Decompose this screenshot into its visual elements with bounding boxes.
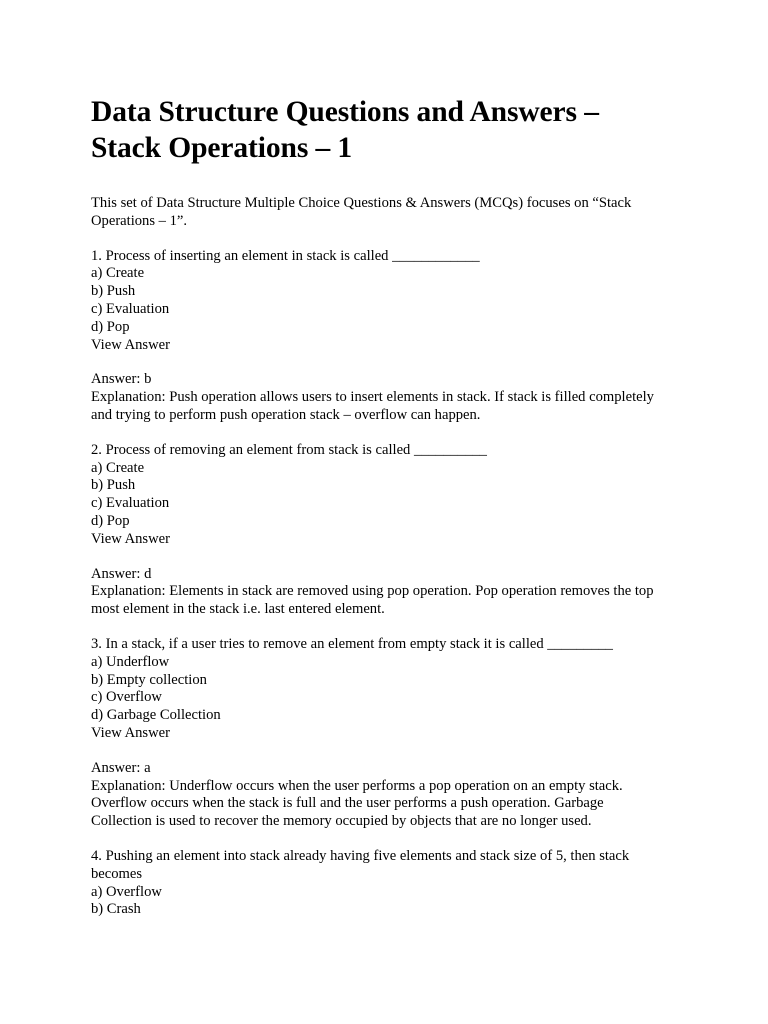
option-a: a) Underflow [91,653,170,670]
question-text: 1. Process of inserting an element in stack is called ____________ [91,247,480,264]
explanation-line-2: most element in the stack i.e. last entered element. [91,601,385,618]
option-b: b) Empty collection [91,671,207,688]
option-a: a) Create [91,459,145,476]
question-2 [91,442,698,549]
answer-text: Answer: d [91,565,152,582]
view-answer-link[interactable]: View Answer [91,724,170,741]
answer-text: Answer: b [91,371,152,388]
explanation-line-2: Overflow occurs when the stack is full and the user performs a push operation. Garbage [91,795,604,812]
option-c: c) Evaluation [91,300,170,317]
option-c: c) Overflow [91,689,162,706]
question-text-line-2: becomes [91,865,143,882]
option-c: c) Evaluation [91,495,170,512]
view-answer-link[interactable]: View Answer [91,530,170,547]
option-d: d) Pop [91,512,130,529]
option-b: b) Push [91,283,136,300]
question-1 [91,248,698,355]
answer-2 [91,566,698,619]
title-line-2: Stack Operations – 1 [91,132,353,164]
question-text: 3. In a stack, if a user tries to remove an element from empty stack it is called _________ [91,635,613,652]
explanation-line-3: Collection is used to recover the memory occupied by objects that are no longer used. [91,813,592,830]
page-title [91,94,698,166]
explanation-line-1: Explanation: Underflow occurs when the user performs a pop operation on an empty stack. [91,777,623,794]
intro-line-2: Operations – 1”. [91,212,188,229]
answer-3 [91,760,698,831]
view-answer-link[interactable]: View Answer [91,336,170,353]
question-text-line-1: 4. Pushing an element into stack already having five elements and stack size of 5, then stack [91,847,630,864]
option-b: b) Crash [91,901,141,918]
option-a: a) Create [91,265,145,282]
question-4 [91,848,698,919]
answer-text: Answer: a [91,759,151,776]
option-d: d) Garbage Collection [91,707,221,724]
question-3 [91,636,698,743]
question-text: 2. Process of removing an element from stack is called __________ [91,441,487,458]
intro-paragraph [91,195,681,231]
explanation-line-1: Explanation: Elements in stack are removed using pop operation. Pop operation removes the top [91,583,654,600]
explanation-line-1: Explanation: Push operation allows users to insert elements in stack. If stack is filled completely [91,389,654,406]
answer-1 [91,371,698,424]
title-line-1: Data Structure Questions and Answers – [91,96,599,128]
option-a: a) Overflow [91,883,162,900]
explanation-line-2: and trying to perform push operation stack – overflow can happen. [91,406,481,423]
option-b: b) Push [91,477,136,494]
intro-line-1: This set of Data Structure Multiple Choice Questions & Answers (MCQs) focuses on “Stack [91,195,632,211]
option-d: d) Pop [91,318,130,335]
